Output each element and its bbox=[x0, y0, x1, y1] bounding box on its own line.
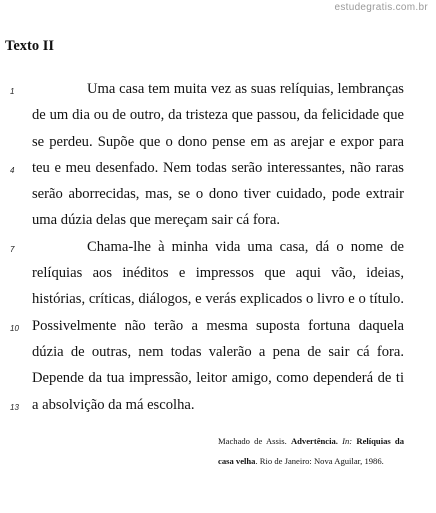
text-title: Texto II bbox=[5, 38, 55, 54]
line-number: 7 bbox=[10, 245, 15, 254]
text-line: relíquias aos inéditos e impressos que aqui vão, ideias, bbox=[32, 265, 404, 282]
citation-line bbox=[218, 431, 404, 451]
line-number: 1 bbox=[10, 87, 15, 96]
text-line: a absolvição da má escolha. bbox=[32, 396, 195, 413]
citation-book: Relíquias da bbox=[356, 436, 404, 446]
citation-author: Machado de Assis. bbox=[218, 436, 287, 446]
text-line: dúzia de outras, nem todas valerão a pena de sair cá fora. bbox=[32, 343, 404, 360]
text-line: Possivelmente não terão a mesma suposta fortuna daquela bbox=[32, 317, 404, 334]
citation-book: casa velha bbox=[218, 456, 256, 466]
text-line: histórias, críticas, diálogos, e verás explicados o livro e o título. bbox=[32, 291, 404, 308]
citation-work: Advertência. bbox=[290, 436, 338, 446]
text-body bbox=[32, 76, 404, 418]
text-line: se perdeu. Supõe que o dono pense em as arejar e expor para bbox=[32, 133, 404, 150]
text-line: teu e meu desenfado. Nem todas serão interessantes, não raras bbox=[32, 159, 404, 176]
source-citation bbox=[218, 431, 404, 471]
line-number: 13 bbox=[10, 403, 19, 412]
text-line: Depende da tua impressão, leitor amigo, como dependerá de ti bbox=[32, 370, 404, 387]
text-line: Chama-lhe à minha vida uma casa, dá o nome de bbox=[87, 238, 404, 255]
citation-publisher: . Rio de Janeiro: Nova Aguilar, 1986. bbox=[255, 456, 384, 466]
citation-line bbox=[218, 451, 404, 471]
citation-in: In: bbox=[342, 436, 353, 446]
watermark: estudegratis.com.br bbox=[334, 2, 428, 13]
text-line: uma dúzia delas que mereçam sair cá fora. bbox=[32, 212, 280, 229]
text-line: serão aborrecidas, mas, se o dono tiver cuidado, pode extrair bbox=[32, 186, 404, 203]
text-line: de um dia ou de outro, da tristeza que passou, da felicidade que bbox=[32, 107, 404, 124]
line-number: 4 bbox=[10, 166, 15, 175]
text-line: Uma casa tem muita vez as suas relíquias, lembranças bbox=[87, 81, 404, 97]
line-number: 10 bbox=[10, 324, 19, 333]
